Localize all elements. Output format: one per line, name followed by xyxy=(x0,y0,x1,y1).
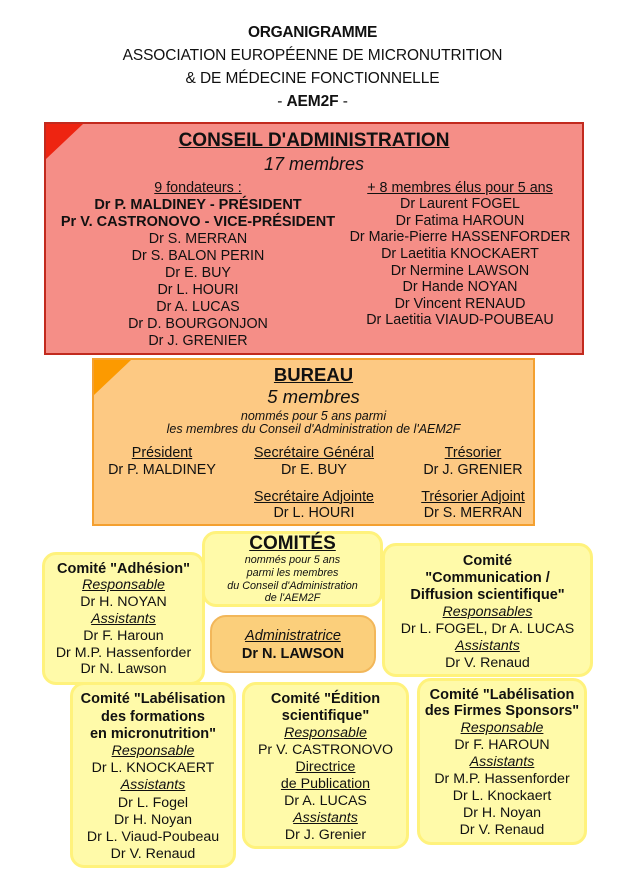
role-holder: Dr E. BUY xyxy=(281,461,347,478)
comite-title: en micronutrition" xyxy=(89,725,217,742)
bureau-title: BUREAU xyxy=(273,364,354,385)
comite-title: Comité "Labélisation xyxy=(429,686,575,703)
assistant-name: Dr V. Renaud xyxy=(445,654,530,671)
bureau-role-tresorier-adjoint xyxy=(403,489,543,521)
association-name-line-2: & DE MÉDECINE FONCTIONNELLE xyxy=(185,70,440,87)
administratrice-box xyxy=(210,615,376,673)
assistants-label: Assistants xyxy=(469,754,535,771)
role-label: Secrétaire Adjointe xyxy=(253,488,374,505)
responsable-label: Responsable xyxy=(111,743,195,759)
comite-title: Comité "Labélisation xyxy=(80,691,226,708)
comites-header-box xyxy=(202,531,383,607)
comite-title: scientifique" xyxy=(281,707,370,724)
comite-title: Comité "Édition xyxy=(270,690,381,707)
responsables-label: Responsables xyxy=(442,603,533,620)
administratrice-name: Dr N. LAWSON xyxy=(241,646,345,662)
elected-member: Dr Nermine LAWSON xyxy=(390,262,530,279)
bureau-box xyxy=(92,358,535,526)
role-label: Trésorier xyxy=(444,444,502,461)
responsable-name: Dr L. KNOCKAERT xyxy=(91,760,215,777)
page-header xyxy=(0,21,625,113)
elected-member: Dr Laetitia KNOCKAERT xyxy=(381,246,539,263)
assistant-name: Dr M.P. Hassenforder xyxy=(434,771,570,788)
role-label: Trésorier Adjoint xyxy=(421,488,525,505)
acronym-dash-right: - xyxy=(342,93,348,110)
assistant-name: Dr L. Knockaert xyxy=(452,787,552,804)
role-holder: Dr L. HOURI xyxy=(273,504,355,521)
elected-member: Dr Fatima HAROUN xyxy=(395,212,525,229)
acronym: AEM2F xyxy=(286,93,339,110)
comite-communication-box xyxy=(382,543,593,677)
role-label: Secrétaire Général xyxy=(254,444,374,461)
acronym-dash-left: - xyxy=(277,93,283,110)
assistants-label: Assistants xyxy=(91,610,156,627)
comite-title: Diffusion scientifique" xyxy=(410,586,565,603)
comites-note-line: de l'AEM2F xyxy=(264,592,321,605)
responsable-name: Pr V. CASTRONOVO xyxy=(257,741,394,758)
responsable-name: Dr L. FOGEL, Dr A. LUCAS xyxy=(400,620,575,637)
bureau-role-tresorier xyxy=(403,445,543,479)
conseil-member-count: 17 membres xyxy=(263,154,365,174)
role-holder: Dr S. MERRAN xyxy=(423,504,523,521)
assistant-name: Dr J. Grenier xyxy=(284,826,367,843)
assistants-label: Assistants xyxy=(293,809,358,826)
elected-member: Dr Laurent FOGEL xyxy=(400,196,520,213)
founder-member: Dr S. BALON PERIN xyxy=(131,247,265,264)
association-name-line-1: ASSOCIATION EUROPÉENNE DE MICRONUTRITION xyxy=(122,47,503,64)
elected-member: Dr Vincent RENAUD xyxy=(394,295,526,312)
bureau-role-president xyxy=(94,445,230,479)
elected-member: Dr Laetitia VIAUD-POUBEAU xyxy=(366,312,554,329)
page-title: ORGANIGRAMME xyxy=(247,24,377,41)
responsable-label: Responsable xyxy=(284,724,367,741)
comite-title: des Firmes Sponsors" xyxy=(424,703,580,720)
assistant-name: Dr V. Renaud xyxy=(110,846,196,863)
comite-adhesion-box xyxy=(42,552,205,685)
bureau-role-secretaire-adjointe xyxy=(239,489,389,521)
conseil-administration-box xyxy=(44,122,584,355)
assistant-name: Dr H. Noyan xyxy=(113,811,193,828)
responsable-label: Responsable xyxy=(82,577,165,594)
founder-member: Dr L. HOURI xyxy=(157,281,239,298)
founder-member: Dr J. GRENIER xyxy=(148,332,248,349)
founders-heading: 9 fondateurs : xyxy=(154,179,242,196)
bureau-member-count: 5 membres xyxy=(267,386,360,407)
comite-title: Comité xyxy=(462,552,513,569)
assistant-name: Dr N. Lawson xyxy=(80,661,167,678)
directrice-name: Dr A. LUCAS xyxy=(284,792,367,809)
assistants-label: Assistants xyxy=(120,777,186,794)
elected-member: Dr Hande NOYAN xyxy=(402,279,518,296)
administratrice-label: Administratrice xyxy=(245,628,341,644)
comite-title: Comité "Adhésion" xyxy=(57,560,190,577)
assistant-name: Dr L. Fogel xyxy=(117,794,189,811)
responsable-name: Dr H. NOYAN xyxy=(80,594,167,611)
founder-member: Dr A. LUCAS xyxy=(156,298,240,315)
comites-title: COMITÉS xyxy=(249,533,336,554)
comite-edition-box xyxy=(242,682,409,849)
responsable-name: Dr F. HAROUN xyxy=(454,737,550,754)
bureau-note-line-2: les membres du Conseil d'Administration de l'AEM2F xyxy=(166,421,461,436)
conseil-title: CONSEIL D'ADMINISTRATION xyxy=(178,130,450,151)
directrice-label: Directrice xyxy=(295,758,356,775)
founder-member: Dr S. MERRAN xyxy=(148,230,248,247)
assistant-name: Dr M.P. Hassenforder xyxy=(55,644,192,661)
comites-note-line: nommés pour 5 ans xyxy=(244,554,341,566)
founder-officer-vice-president: Pr V. CASTRONOVO - VICE-PRÉSIDENT xyxy=(60,213,336,230)
comites-note-line: du Conseil d'Administration xyxy=(227,579,358,592)
assistant-name: Dr V. Renaud xyxy=(459,821,545,838)
comites-note-line: parmi les membres xyxy=(246,566,339,579)
elected-member: Dr Marie-Pierre HASSENFORDER xyxy=(349,229,571,246)
founder-member: Dr E. BUY xyxy=(165,264,231,281)
elected-heading: + 8 membres élus pour 5 ans xyxy=(367,179,553,196)
elected-column xyxy=(337,180,583,329)
comite-title: "Communication / xyxy=(425,569,550,586)
assistants-label: Assistants xyxy=(455,637,520,654)
assistant-name: Dr H. Noyan xyxy=(462,804,542,821)
acronym-line xyxy=(0,90,625,113)
founder-member: Dr D. BOURGONJON xyxy=(128,315,268,332)
comite-labelisation-formations-box xyxy=(70,682,236,868)
responsable-label: Responsable xyxy=(460,720,544,737)
comite-labelisation-firmes-box xyxy=(417,678,587,845)
bureau-note-line-1: nommés pour 5 ans parmi xyxy=(240,408,387,423)
role-holder: Dr P. MALDINEY xyxy=(108,461,216,478)
directrice-label: de Publication xyxy=(280,775,371,792)
assistant-name: Dr L. Viaud-Poubeau xyxy=(86,829,220,846)
founder-officer-president: Dr P. MALDINEY - PRÉSIDENT xyxy=(94,196,302,213)
assistant-name: Dr F. Haroun xyxy=(83,627,164,644)
comite-title: des formations xyxy=(101,708,205,725)
role-holder: Dr J. GRENIER xyxy=(423,461,523,478)
role-label: Président xyxy=(131,444,193,461)
bureau-role-secretaire-general xyxy=(239,445,389,479)
founders-column xyxy=(46,180,350,350)
